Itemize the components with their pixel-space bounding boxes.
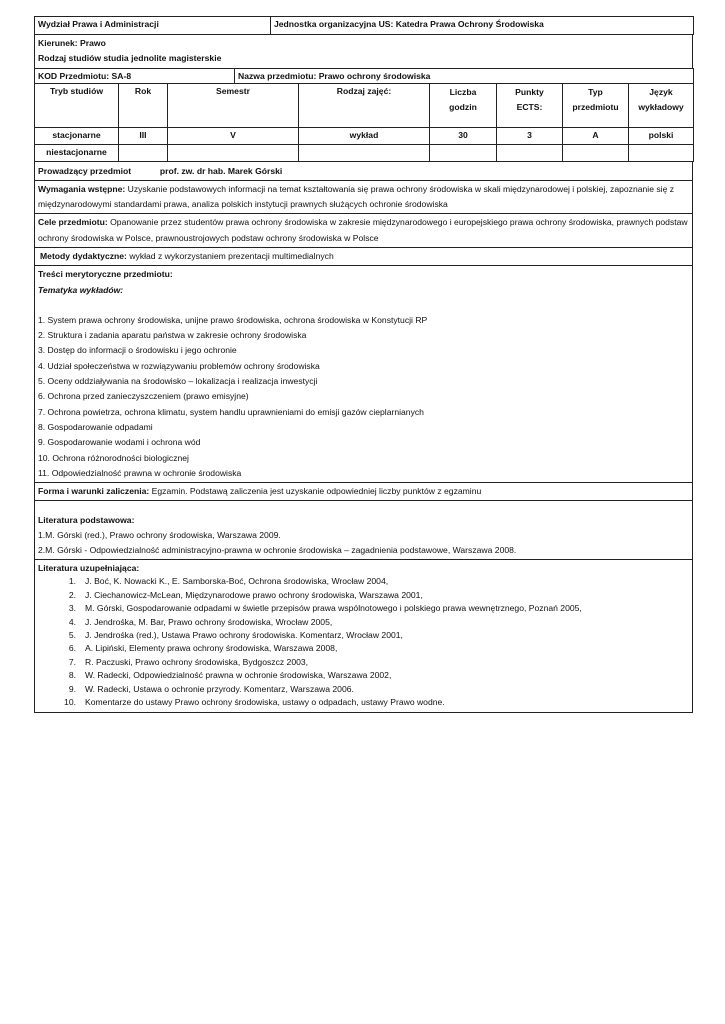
syllabus-sheet (34, 16, 693, 713)
course-name: Nazwa przedmiotu: Prawo ochrony środowiska (235, 68, 694, 83)
requirements-label: Wymagania wstępne: (38, 183, 126, 194)
extra-literature-item (38, 683, 689, 696)
extra-literature-item (38, 669, 689, 682)
extra-literature-item (38, 602, 689, 615)
header-course-type: Typ przedmiotu (563, 83, 629, 127)
basic-literature-label: Literatura podstawowa: (38, 515, 135, 526)
field: Kierunek: Prawo (38, 38, 106, 48)
header-semester: Semestr (168, 83, 299, 127)
list-number: 6. (68, 643, 76, 654)
topic-item: 2. Struktura i zadania aparatu państwa w zakresie ochrony środowiska (38, 330, 307, 341)
methods-label: Metody dydaktyczne: (40, 251, 127, 261)
requirements-text: Uzyskanie podstawowych informacji na temat kształtowania się prawa ochrony środowiska w skali międzynarodowej i polskiej, zapoznanie się z międzynarodowymi standardami prawa, analiza polskich instytucji prawnych służących ochronie środowiska (38, 183, 675, 210)
extra-literature-label: Literatura uzupełniająca: (38, 563, 140, 574)
content-section (34, 266, 693, 483)
list-text: R. Paczuski, Prawo ochrony środowiska, Bydgoszcz 2003, (85, 656, 309, 667)
basic-literature-section (34, 501, 693, 560)
goals-text: Opanowanie przez studentów prawa ochrony środowiska w zakresie międzynarodowego i europejskiego prawa ochrony środowiska, prawnych podstaw ochrony środowiska w Polsce, prawnoustrojowych podstaw ochrony środowiska w Polsce (38, 217, 688, 243)
basic-literature-item: 1.M. Górski (red.), Prawo ochrony środowiska, Warszawa 2009. (38, 530, 281, 541)
list-number: 3. (68, 603, 76, 614)
list-number: 10. (64, 697, 76, 708)
list-text: Komentarze do ustawy Prawo ochrony środowiska, ustawy o odpadach, ustawy Prawo wodne. (85, 697, 445, 708)
extra-literature-item (38, 616, 689, 629)
lecturer-label: Prowadzący przedmiot (38, 165, 132, 176)
topic-item: 1. System prawa ochrony środowiska, unijne prawo środowiska, ochrona środowiska w Konstytucji RP (38, 314, 428, 325)
goals-label: Cele przedmiotu: (38, 217, 108, 228)
list-number: 8. (68, 670, 76, 681)
course-code: KOD Przedmiotu: SA-8 (35, 68, 235, 83)
extra-literature-item (38, 575, 689, 588)
extra-literature-item (38, 629, 689, 642)
basic-literature-list (38, 528, 689, 558)
list-text: A. Lipiński, Elementy prawa ochrony środowiska, Warszawa 2008, (85, 643, 338, 654)
list-text: J. Ciechanowicz-McLean, Międzynarodowe prawo ochrony środowiska, Warszawa 2001, (85, 589, 423, 600)
header-table (34, 16, 694, 35)
topic-item: 3. Dostęp do informacji o środowisku i jego ochronie (38, 345, 237, 356)
list-number: 1. (68, 576, 76, 587)
header-class-type: Rodzaj zajęć: (299, 83, 430, 127)
study-type: Rodzaj studiów studia jednolite magisterskie (38, 53, 222, 64)
header-year: Rok (119, 83, 168, 127)
header-ects: Punkty ECTS: (497, 83, 563, 127)
extra-literature-item (38, 696, 689, 709)
study-mode-table (34, 83, 694, 162)
content-sublabel: Tematyka wykładów: (38, 284, 124, 295)
list-text: J. Jendrośka (red.), Ustawa Prawo ochrony środowiska. Komentarz, Wrocław 2001, (85, 630, 403, 641)
list-text: J. Boć, K. Nowacki K., E. Samborska-Boć, Ochrona środowiska, Wrocław 2004, (85, 576, 389, 587)
list-number: 2. (68, 589, 76, 600)
header-mode: Tryb studiów (35, 83, 119, 127)
extra-literature-item (38, 656, 689, 669)
header-hours: Liczba godzin (430, 83, 497, 127)
topic-item: 7. Ochrona powietrza, ochrona klimatu, system handlu uprawnieniami do emisji gazów cieplarnianych (38, 406, 424, 417)
topic-item: 11. Odpowiedzialność prawna w ochronie środowiska (38, 467, 242, 478)
list-number: 4. (68, 616, 76, 627)
table-row: niestacjonarne (35, 144, 694, 161)
field-and-study-type (34, 35, 693, 69)
methods-text: wykład z wykorzystaniem prezentacji multimedialnych (129, 251, 334, 261)
extra-literature-section (34, 560, 693, 712)
topic-item: 6. Ochrona przed zanieczyszczeniem (prawo emisyjne) (38, 391, 249, 402)
code-table (34, 68, 694, 84)
lecturer-row (34, 161, 693, 181)
topic-item: 8. Gospodarowanie odpadami (38, 421, 153, 432)
lecturer-name: prof. zw. dr hab. Marek Górski (159, 165, 283, 176)
topic-item: 9. Gospodarowanie wodami i ochrona wód (38, 437, 201, 448)
topic-item: 4. Udział społeczeństwa w rozwiązywaniu problemów ochrony środowiska (38, 360, 320, 371)
basic-literature-item: 2.M. Górski - Odpowiedzialność administracyjno-prawna w ochronie środowiska – zagadnienia podstawowe, Warszawa 2008. (38, 545, 517, 556)
list-number: 9. (68, 683, 76, 694)
topics-list (38, 313, 689, 481)
topic-item: 5. Oceny oddziaływania na środowisko – lokalizacja i realizacja inwestycji (38, 376, 318, 387)
topic-item: 10. Ochrona różnorodności biologicznej (38, 452, 189, 463)
extra-literature-list (38, 575, 689, 709)
list-number: 7. (68, 656, 76, 667)
goals-section (34, 214, 693, 248)
exam-label: Forma i warunki zaliczenia: (38, 486, 150, 497)
list-text: J. Jendrośka, M. Bar, Prawo ochrony środowiska, Wrocław 2005, (85, 616, 333, 627)
content-label: Treści merytoryczne przedmiotu: (38, 269, 173, 280)
requirements-section (34, 181, 693, 215)
header-language: Język wykładowy (629, 83, 694, 127)
list-text: W. Radecki, Ustawa o ochronie przyrody. Komentarz, Warszawa 2006. (85, 683, 354, 694)
extra-literature-item (38, 642, 689, 655)
methods-section (34, 248, 693, 266)
exam-text: Egzamin. Podstawą zaliczenia jest uzyskanie odpowiedniej liczby punktów z egzaminu (151, 486, 482, 497)
list-text: W. Radecki, Odpowiedzialność prawna w ochronie środowiska, Warszawa 2002, (85, 670, 392, 681)
exam-section (34, 483, 693, 501)
list-number: 5. (68, 630, 76, 641)
list-text: M. Górski, Gospodarowanie odpadami w świetle przepisów prawa wspólnotowego i polskiego prawa wewnętrznego, Poznań 2005, (85, 603, 582, 614)
faculty: Wydział Prawa i Administracji (35, 17, 271, 35)
extra-literature-item (38, 589, 689, 602)
table-row: stacjonarne III V wykład 30 3 A polski (35, 127, 694, 144)
organizational-unit: Jednostka organizacyjna US: Katedra Prawa Ochrony Środowiska (271, 17, 694, 35)
